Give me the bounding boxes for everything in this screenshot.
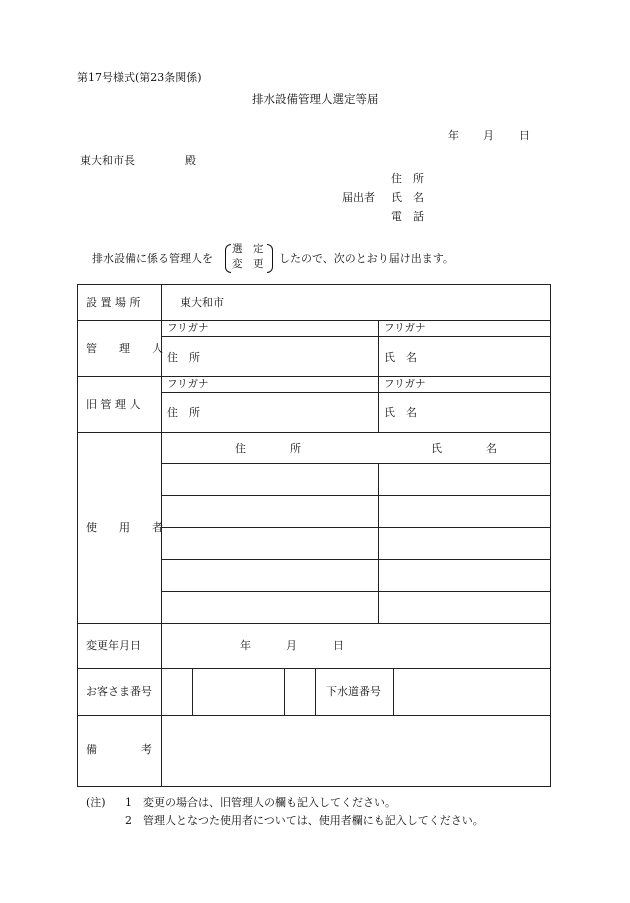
- user-row-divider: [161, 495, 551, 496]
- manager-name-field[interactable]: 氏 名: [384, 351, 417, 364]
- addressee-name: 東大和市長: [80, 154, 135, 167]
- notes-marker: (注): [86, 796, 106, 809]
- note-2-number: 2: [125, 814, 132, 827]
- sewer-number-label: 下水道番号: [326, 685, 381, 698]
- table-border-left: [77, 284, 78, 787]
- change-year[interactable]: 年: [240, 639, 251, 652]
- row-divider: [77, 623, 551, 624]
- old-manager-name-field[interactable]: 氏 名: [384, 406, 417, 419]
- customer-number-label: お客さま番号: [86, 685, 152, 698]
- note-1-text: 変更の場合は、旧管理人の欄も記入してください。: [143, 796, 396, 809]
- statement-suffix: したので、次のとおり届け出ます。: [279, 252, 454, 265]
- statement-prefix: 排水設備に係る管理人を: [92, 252, 213, 265]
- statement-option-select: 選 定: [232, 243, 264, 255]
- form-number: 第17号様式(第23条関係): [77, 71, 202, 84]
- date-day-label: 日: [519, 129, 530, 142]
- manager-address-field[interactable]: 住 所: [167, 351, 200, 364]
- user-name-header: 氏 名: [431, 442, 497, 455]
- remarks-label: 備 考: [86, 743, 152, 756]
- user-label: 使 用 者: [86, 521, 163, 534]
- user-row-divider: [161, 527, 551, 528]
- furigana-divider: [161, 392, 551, 393]
- row-divider: [77, 320, 551, 321]
- table-border-right: [550, 284, 551, 787]
- location-field[interactable]: 東大和市: [180, 296, 224, 309]
- form-title: 排水設備管理人選定等届: [252, 92, 379, 106]
- manager-label: 管 理 人: [86, 342, 163, 355]
- left-brace: [225, 244, 231, 273]
- row-divider: [77, 668, 551, 669]
- user-row-divider: [161, 463, 551, 464]
- user-address-header: 住 所: [235, 442, 301, 455]
- table-border-top: [77, 284, 551, 285]
- change-day[interactable]: 日: [333, 639, 344, 652]
- applicant-address-label: 住 所: [391, 172, 424, 185]
- customer-no-divider: [315, 668, 316, 715]
- old-manager-address-field[interactable]: 住 所: [167, 406, 200, 419]
- note-1-number: 1: [125, 796, 132, 809]
- row-divider: [77, 376, 551, 377]
- old-manager-furigana-name[interactable]: フリガナ: [384, 378, 426, 390]
- user-row-divider: [161, 559, 551, 560]
- customer-no-divider: [192, 668, 193, 715]
- old-manager-furigana-address[interactable]: フリガナ: [167, 378, 209, 390]
- user-column-divider: [378, 463, 379, 623]
- right-brace: [267, 244, 273, 273]
- location-label: 設 置 場 所: [86, 296, 141, 309]
- furigana-divider: [161, 336, 551, 337]
- change-date-label: 変更年月日: [86, 639, 141, 652]
- old-manager-label: 旧 管 理 人: [86, 398, 141, 411]
- column-divider: [378, 320, 379, 432]
- date-month-label: 月: [483, 129, 494, 142]
- manager-furigana-address[interactable]: フリガナ: [167, 322, 209, 334]
- row-divider: [77, 432, 551, 433]
- change-month[interactable]: 月: [286, 639, 297, 652]
- applicant-name-label: 氏 名: [391, 191, 424, 204]
- label-column-divider: [161, 284, 162, 786]
- applicant-phone-label: 電 話: [391, 210, 424, 223]
- applicant-label: 届出者: [342, 191, 375, 204]
- date-year-label: 年: [448, 129, 459, 142]
- row-divider: [77, 715, 551, 716]
- customer-no-divider: [393, 668, 394, 715]
- user-row-divider: [161, 591, 551, 592]
- customer-no-divider: [284, 668, 285, 715]
- addressee-honorific: 殿: [185, 154, 196, 167]
- manager-furigana-name[interactable]: フリガナ: [384, 322, 426, 334]
- table-border-bottom: [77, 786, 551, 787]
- note-2-text: 管理人となつた使用者については、使用者欄にも記入してください。: [143, 814, 484, 827]
- statement-option-change: 変 更: [232, 258, 264, 270]
